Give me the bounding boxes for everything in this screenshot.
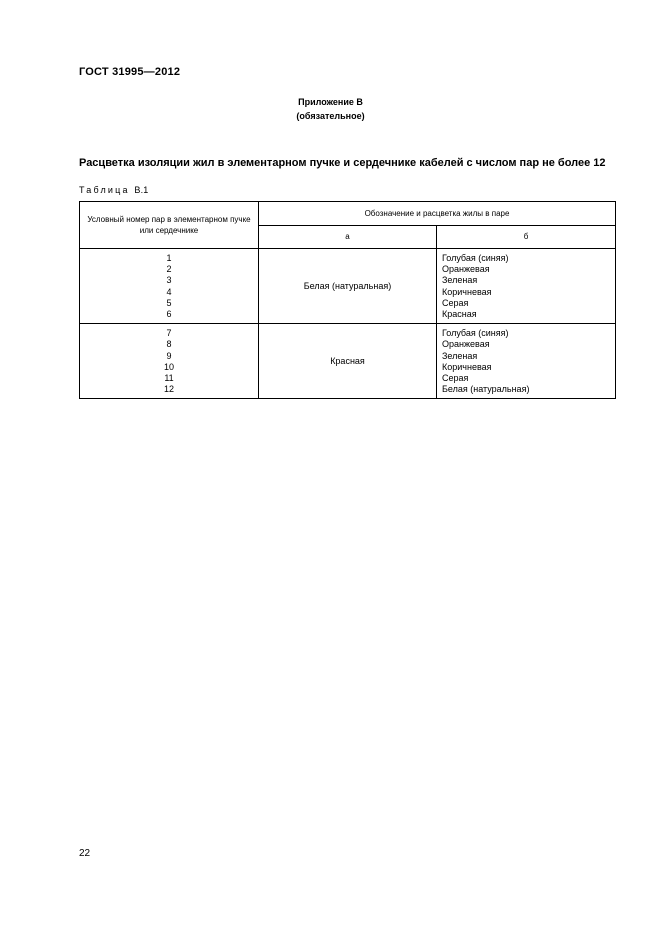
section-title: Расцветка изоляции жил в элементарном пучке и сердечнике кабелей с числом пар не более 12 <box>79 157 606 169</box>
pair-number: 2 <box>166 264 172 275</box>
header-sub-b: б <box>437 226 616 249</box>
wire-b-color: Белая (натуральная) <box>442 384 530 395</box>
color-table <box>79 201 616 399</box>
pair-number: 6 <box>166 309 172 320</box>
annex-status: (обязательное) <box>296 111 365 121</box>
wire-a-color: Красная <box>259 324 437 399</box>
pair-numbers-cell <box>80 249 259 324</box>
table-row <box>80 249 616 324</box>
table-caption-number: В.1 <box>134 185 149 195</box>
wire-b-colors-cell <box>437 249 616 324</box>
document-header: ГОСТ 31995—2012 <box>79 66 181 78</box>
wire-b-color: Оранжевая <box>442 339 490 350</box>
annex-heading <box>0 95 661 123</box>
header-pair-number-text: Условный номер пар в элементарном пучке или сердечнике <box>87 215 251 235</box>
pair-numbers-cell <box>80 324 259 399</box>
pair-number: 9 <box>166 350 172 361</box>
wire-b-color: Серая <box>442 373 469 384</box>
wire-b-colors-cell <box>437 324 616 399</box>
table-caption <box>79 185 149 195</box>
pair-number: 4 <box>166 286 172 297</box>
table-header-row <box>80 202 616 226</box>
table-caption-word: Таблица <box>79 185 130 195</box>
pair-number: 8 <box>166 339 172 350</box>
header-designation: Обозначение и расцветка жилы в паре <box>259 202 616 226</box>
pair-number: 11 <box>164 373 174 384</box>
header-pair-number <box>80 202 259 249</box>
annex-title: Приложение В <box>298 97 363 107</box>
pair-number: 3 <box>166 275 172 286</box>
wire-b-color: Коричневая <box>442 361 492 372</box>
pair-number: 10 <box>163 361 174 372</box>
page-number: 22 <box>79 848 91 859</box>
pair-number: 12 <box>163 384 174 395</box>
wire-b-color: Голубая (синяя) <box>442 328 509 339</box>
header-sub-a: а <box>259 226 437 249</box>
wire-b-color: Коричневая <box>442 286 492 297</box>
pair-number: 1 <box>166 253 172 263</box>
wire-b-color: Зеленая <box>442 275 478 286</box>
wire-b-color: Голубая (синяя) <box>442 253 509 263</box>
table-row <box>80 324 616 399</box>
wire-a-color: Белая (натуральная) <box>259 249 437 324</box>
wire-b-color: Красная <box>442 309 477 320</box>
wire-b-color: Оранжевая <box>442 264 490 275</box>
wire-b-color: Серая <box>442 297 469 308</box>
pair-number: 7 <box>166 328 172 339</box>
wire-b-color: Зеленая <box>442 350 478 361</box>
pair-number: 5 <box>166 297 172 308</box>
